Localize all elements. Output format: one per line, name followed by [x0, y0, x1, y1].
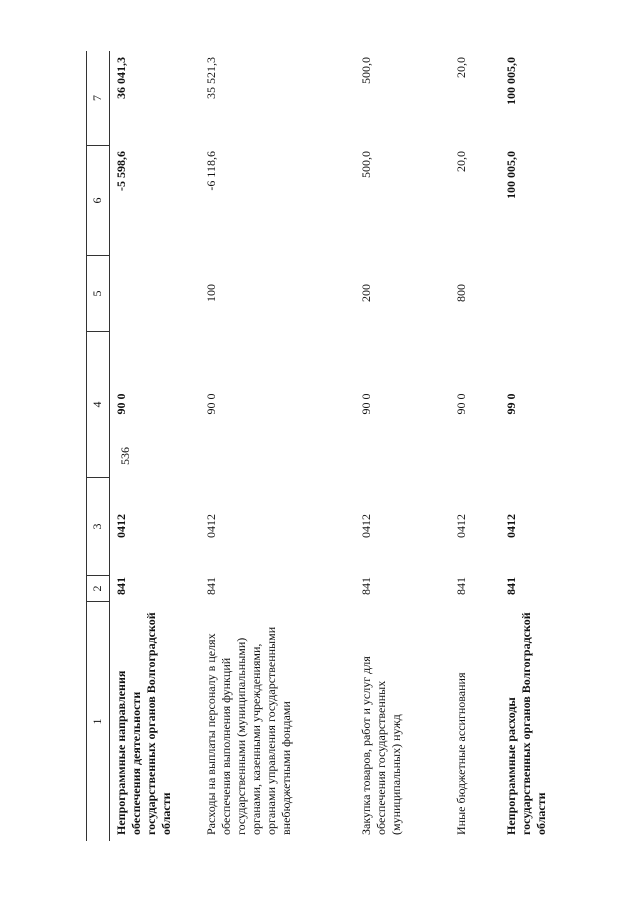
row-col-5 [110, 255, 200, 331]
page-number: 536 [118, 447, 132, 465]
table-header-row [86, 51, 110, 841]
row-col-2: 841 [114, 577, 128, 595]
row-name: Непрограммные направления обеспечения деятельности государственных органов Волгоградской области [114, 612, 173, 835]
table-row [200, 51, 355, 841]
header-col-4: 4 [87, 331, 109, 477]
header-col-6: 6 [87, 145, 109, 255]
row-col-7: 100 005,0 [504, 57, 518, 105]
row-col-3: 0412 [454, 514, 468, 538]
row-col-3: 0412 [114, 514, 128, 538]
row-col-4: 90 0 [114, 393, 128, 415]
header-col-3: 3 [87, 477, 109, 575]
table-row [110, 51, 200, 841]
table-row [450, 51, 500, 841]
row-col-7: 35 521,3 [204, 57, 218, 99]
row-col-5 [500, 255, 580, 331]
row-col-6: 20,0 [454, 151, 468, 172]
row-col-4: 99 0 [504, 393, 518, 415]
row-col-6: 100 005,0 [504, 151, 518, 199]
budget-table [86, 51, 580, 841]
row-col-3: 0412 [204, 514, 218, 538]
row-col-2: 841 [504, 577, 518, 595]
row-col-7: 36 041,3 [114, 57, 128, 99]
row-name: Непрограммные расходы государственных органов Волгоградской области [504, 612, 548, 835]
row-col-3: 0412 [504, 514, 518, 538]
header-col-5: 5 [87, 255, 109, 331]
row-col-2: 841 [204, 577, 218, 595]
row-col-7: 20,0 [454, 57, 468, 78]
row-col-6: 500,0 [359, 151, 373, 178]
row-col-4: 90 0 [454, 393, 468, 415]
row-col-5: 800 [454, 284, 468, 302]
row-col-7: 500,0 [359, 57, 373, 84]
row-col-4: 90 0 [359, 393, 373, 415]
row-col-2: 841 [454, 577, 468, 595]
row-col-6: -5 598,6 [114, 151, 128, 191]
table-row [355, 51, 450, 841]
row-col-4: 90 0 [204, 393, 218, 415]
row-col-2: 841 [359, 577, 373, 595]
header-col-1: 1 [87, 601, 109, 841]
row-col-6: -6 118,6 [204, 151, 218, 191]
row-col-5: 200 [359, 284, 373, 302]
row-name: Закупка товаров, работ и услуг для обеспечения государственных (муниципальных) нужд [359, 656, 403, 835]
row-name: Расходы на выплаты персоналу в целях обеспечения выполнения функций государственными (муниципальными) органами, казенными учреждениями, органами управления государственными внебюджетными фондами [204, 626, 293, 835]
header-col-7: 7 [90, 95, 104, 101]
header-col-2: 2 [87, 575, 109, 601]
row-name: Иные бюджетные ассигнования [454, 672, 468, 835]
row-col-3: 0412 [359, 514, 373, 538]
row-col-5: 100 [204, 284, 218, 302]
table-row [500, 51, 580, 841]
